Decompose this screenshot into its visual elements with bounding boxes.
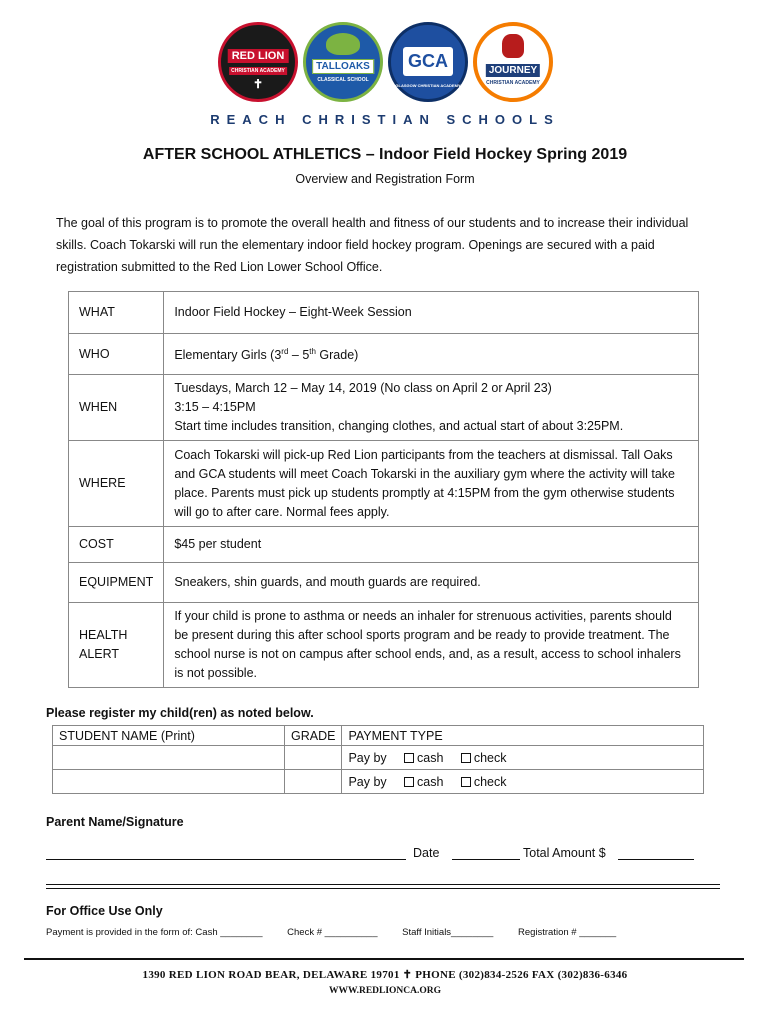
double-divider — [46, 884, 720, 889]
page-title: AFTER SCHOOL ATHLETICS – Indoor Field Hockey Spring 2019 — [142, 146, 628, 163]
gca-logo — [388, 22, 468, 102]
intro-paragraph: The goal of this program is to promote the overall health and fitness of our students and to increase their individual skills. Coach Tokarski will run the elementary indoor field hockey program. Openings are secured with a paid registration submitted to the Red Lion Lower School Office. — [56, 216, 689, 274]
total-amount-label: Total Amount $ — [523, 846, 606, 860]
footer-divider — [24, 958, 744, 960]
cash-checkbox[interactable] — [404, 777, 414, 787]
registration-table — [52, 725, 704, 794]
when-value: Tuesdays, March 12 – May 14, 2019 (No class on April 2 or April 23) 3:15 – 4:15PM Start time includes transition, changing clothes, and actual start of about 3:25PM. — [164, 375, 699, 441]
student-name-header: STUDENT NAME (Print) — [53, 726, 285, 746]
date-label: Date — [413, 846, 440, 860]
gca-logo-subtitle: GLASGOW CHRISTIAN ACADEMY — [395, 83, 461, 88]
date-line[interactable] — [452, 859, 520, 860]
office-use-label: For Office Use Only — [46, 904, 163, 918]
school-logos — [0, 22, 770, 107]
table-row — [69, 563, 699, 603]
payment-type-header: PAYMENT TYPE — [342, 726, 704, 746]
register-label: Please register my child(ren) as noted below. — [46, 706, 314, 720]
table-row — [69, 441, 699, 527]
table-row — [69, 527, 699, 563]
table-row — [69, 375, 699, 441]
equipment-label: EQUIPMENT — [69, 563, 164, 603]
who-value: Elementary Girls (3rd – 5th Grade) — [164, 334, 699, 375]
student-name-cell[interactable] — [53, 770, 285, 794]
table-row — [69, 292, 699, 334]
page-subtitle: Overview and Registration Form — [295, 172, 475, 186]
payment-cell: Pay by cash check — [342, 746, 704, 770]
brand-name: REACH CHRISTIAN SCHOOLS — [210, 112, 560, 127]
table-row — [69, 334, 699, 375]
tree-icon — [326, 33, 360, 55]
check-checkbox[interactable] — [461, 777, 471, 787]
journey-logo — [473, 22, 553, 102]
footer-website[interactable]: WWW.REDLIONCA.ORG — [328, 986, 442, 996]
hand-icon — [502, 34, 524, 58]
footer-address: 1390 RED LION ROAD BEAR, DELAWARE 19701 ✝ PHONE (302)834-2526 FAX (302)836-6346 — [142, 969, 628, 981]
where-label: WHERE — [69, 441, 164, 527]
journey-logo-name: JOURNEY — [486, 64, 540, 77]
gca-logo-name: GCA — [403, 47, 453, 76]
payment-cell: Pay by cash check — [342, 770, 704, 794]
what-value: Indoor Field Hockey – Eight-Week Session — [164, 292, 699, 334]
red-lion-logo-subtitle: CHRISTIAN ACADEMY — [231, 68, 285, 74]
total-amount-line[interactable] — [618, 859, 694, 860]
table-header-row — [53, 726, 704, 746]
program-info-table — [68, 291, 699, 688]
table-row — [69, 603, 699, 688]
journey-logo-subtitle: CHRISTIAN ACADEMY — [486, 80, 540, 86]
cash-checkbox[interactable] — [404, 753, 414, 763]
when-label: WHEN — [69, 375, 164, 441]
red-lion-logo-name: RED LION — [228, 49, 289, 63]
check-checkbox[interactable] — [461, 753, 471, 763]
student-name-cell[interactable] — [53, 746, 285, 770]
grade-header: GRADE — [285, 726, 342, 746]
health-alert-label: HEALTH ALERT — [69, 603, 164, 688]
parent-signature-label: Parent Name/Signature — [46, 815, 184, 829]
what-label: WHAT — [69, 292, 164, 334]
cost-value: $45 per student — [164, 527, 699, 563]
cross-icon: ✝ — [252, 77, 264, 91]
cost-label: COST — [69, 527, 164, 563]
grade-cell[interactable] — [285, 770, 342, 794]
health-alert-value: If your child is prone to asthma or needs an inhaler for strenuous activities, parents should be present during this after school sports program and be ready to provide treatment. The school nurse is not on campus after school ends, and, as a result, access to school inhalers is not possible. — [164, 603, 699, 688]
tall-oaks-logo — [303, 22, 383, 102]
table-row — [53, 746, 704, 770]
tall-oaks-logo-name: TALLOAKS — [312, 59, 374, 74]
office-payment-line: Payment is provided in the form of: Cash ________ Check # __________ Staff Initials________ Registration # _______ — [46, 927, 617, 938]
signature-line[interactable] — [46, 859, 406, 860]
grade-cell[interactable] — [285, 746, 342, 770]
who-label: WHO — [69, 334, 164, 375]
red-lion-logo — [218, 22, 298, 102]
where-value: Coach Tokarski will pick-up Red Lion participants from the teachers at dismissal. Tall Oaks and GCA students will meet Coach Tokarski in the auxiliary gym where the activity will take place. Parents must pick up students promptly at 4:15PM from the gym otherwise students will go to after care. Normal fees apply. — [164, 441, 699, 527]
tall-oaks-logo-subtitle: CLASSICAL SCHOOL — [317, 77, 369, 83]
table-row — [53, 770, 704, 794]
equipment-value: Sneakers, shin guards, and mouth guards are required. — [164, 563, 699, 603]
